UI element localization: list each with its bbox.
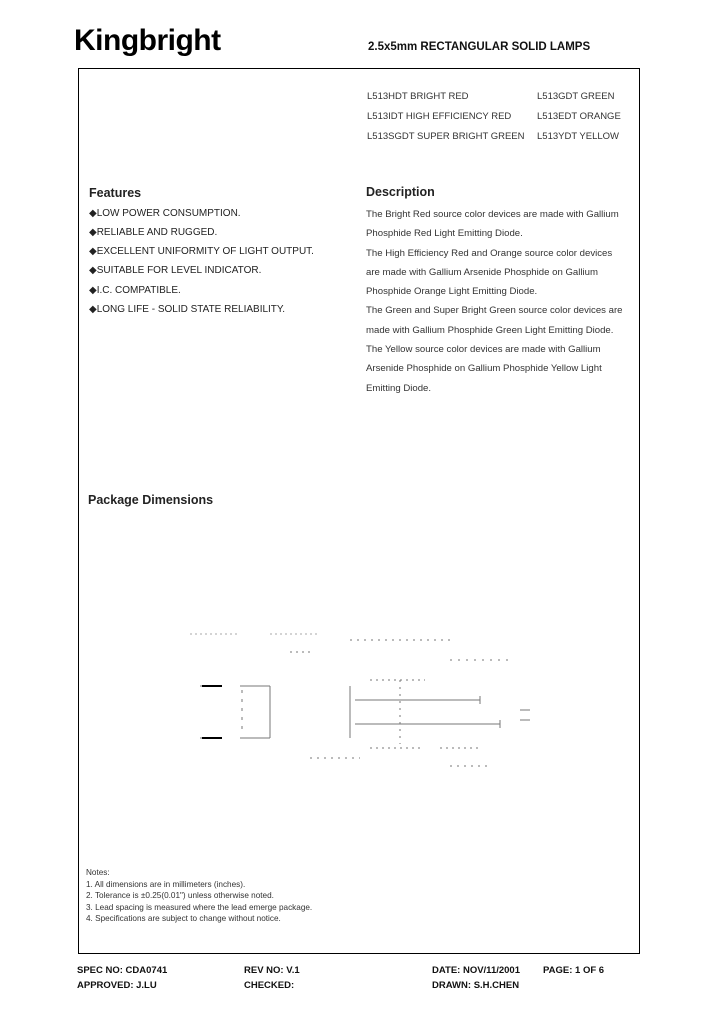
- description-paragraph: The Green and Super Bright Green source color devices are made with Gallium Phosphide Green Light Emitting Diode.: [366, 305, 623, 336]
- notes-heading: Notes:: [86, 868, 110, 877]
- approved-by: APPROVED: J.LU: [77, 980, 157, 991]
- description-paragraph: The Bright Red source color devices are made with Gallium Phosphide Red Light Emitting Diode.: [366, 209, 619, 240]
- note-item: 2. Tolerance is ±0.25(0.01") unless otherwise noted.: [86, 891, 274, 901]
- note-item: 3. Lead spacing is measured where the lead emerge package.: [86, 902, 313, 912]
- part-item: L513IDT HIGH EFFICIENCY RED: [367, 111, 512, 122]
- part-item: L513YDT YELLOW: [537, 131, 620, 142]
- part-item: L513HDT BRIGHT RED: [367, 91, 469, 102]
- document-title: 2.5x5mm RECTANGULAR SOLID LAMPS: [368, 41, 591, 53]
- feature-item: ◆LOW POWER CONSUMPTION.: [89, 208, 241, 219]
- package-dimension-drawing: [180, 620, 540, 780]
- document-date: DATE: NOV/11/2001: [432, 965, 521, 976]
- feature-item: ◆I.C. COMPATIBLE.: [89, 285, 181, 296]
- description-paragraph: The High Efficiency Red and Orange source color devices are made with Gallium Arsenide Phosphide on Gallium Phosphide Orange Light Emitting Diode.: [366, 247, 613, 298]
- description-heading: Description: [366, 185, 435, 199]
- revision-number: REV NO: V.1: [244, 965, 300, 976]
- features-heading: Features: [89, 186, 142, 200]
- kingbright-logo: Kingbright: [74, 24, 221, 57]
- part-item: L513GDT GREEN: [537, 91, 615, 102]
- feature-item: ◆LONG LIFE - SOLID STATE RELIABILITY.: [89, 304, 286, 315]
- description-paragraph: The Yellow source color devices are made with Gallium Arsenide Phosphide on Gallium Phosphide Yellow Light Emitting Diode.: [366, 344, 602, 394]
- description-body: [366, 205, 628, 398]
- notes: [86, 867, 312, 925]
- feature-item: ◆EXCELLENT UNIFORMITY OF LIGHT OUTPUT.: [89, 246, 314, 257]
- page-number: PAGE: 1 OF 6: [543, 965, 605, 976]
- drawn-by: DRAWN: S.H.CHEN: [432, 980, 520, 991]
- feature-item: ◆SUITABLE FOR LEVEL INDICATOR.: [89, 265, 262, 276]
- spec-number: SPEC NO: CDA0741: [77, 965, 168, 976]
- note-item: 4. Specifications are subject to change without notice.: [86, 914, 281, 924]
- note-item: 1. All dimensions are in millimeters (inches).: [86, 879, 246, 889]
- package-dimensions-heading: Package Dimensions: [88, 493, 214, 507]
- feature-item: ◆RELIABLE AND RUGGED.: [89, 227, 218, 238]
- part-item: L513SGDT SUPER BRIGHT GREEN: [367, 131, 525, 142]
- part-item: L513EDT ORANGE: [537, 111, 621, 122]
- page-frame: [78, 68, 640, 954]
- checked-by: CHECKED:: [244, 980, 295, 991]
